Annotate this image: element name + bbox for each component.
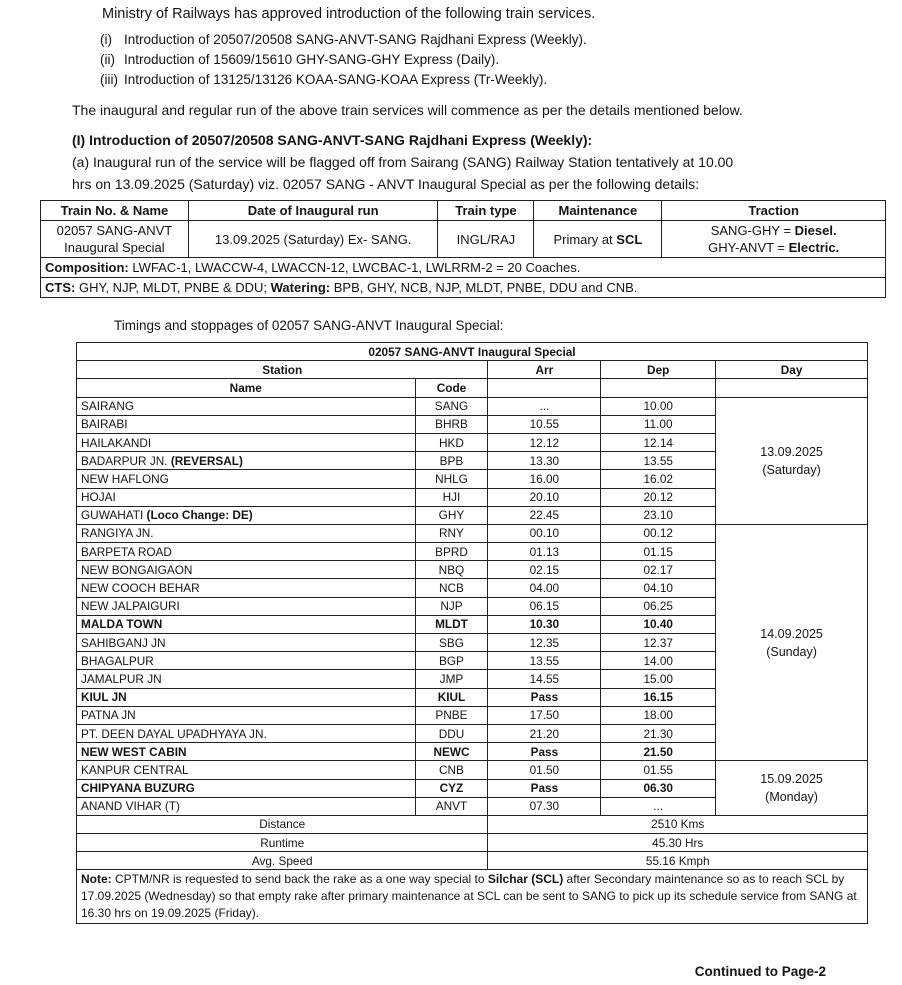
departure-time: 11.00 <box>601 415 716 433</box>
station-name <box>77 452 416 470</box>
station-code: DDU <box>415 724 488 742</box>
station-remark: (Loco Change: DE) <box>146 508 253 523</box>
train-name-line2: Inaugural Special <box>64 240 165 255</box>
arrival-time: 01.13 <box>488 543 601 561</box>
table-row <box>77 524 868 542</box>
departure-time: 10.40 <box>601 615 716 633</box>
station-code: NEWC <box>415 743 488 761</box>
station-name <box>77 561 416 579</box>
note-label: Note: <box>81 872 112 887</box>
watering-label: Watering: <box>270 280 331 295</box>
station-name-text: SAIRANG <box>81 399 135 414</box>
header-day: Day <box>716 361 868 379</box>
station-name <box>77 724 416 742</box>
departure-time: 12.37 <box>601 634 716 652</box>
header-code: Code <box>415 379 488 397</box>
train-name-line1: 02057 SANG-ANVT <box>56 223 173 238</box>
timings-body <box>77 397 868 815</box>
header-day-blank <box>716 379 868 397</box>
departure-time: 01.15 <box>601 543 716 561</box>
departure-time: 16.02 <box>601 470 716 488</box>
timings-table-title: 02057 SANG-ANVT Inaugural Special <box>77 343 868 361</box>
arrival-time: 00.10 <box>488 524 601 542</box>
header-name: Name <box>77 379 416 397</box>
station-name-text: JAMALPUR JN <box>81 671 162 686</box>
table-row <box>77 761 868 779</box>
station-name-text: BARPETA ROAD <box>81 544 172 559</box>
stat-label: Runtime <box>77 834 488 852</box>
station-code: GHY <box>415 506 488 524</box>
arrival-time: 16.00 <box>488 470 601 488</box>
header-train-name: Train No. & Name <box>41 201 189 221</box>
day-date: 13.09.2025 <box>760 444 823 459</box>
station-name-text: NEW COOCH BEHAR <box>81 581 200 596</box>
header-arr: Arr <box>488 361 601 379</box>
arrival-time: 17.50 <box>488 706 601 724</box>
station-name-text: CHIPYANA BUZURG <box>81 781 195 796</box>
station-name-text: NEW JALPAIGURI <box>81 599 180 614</box>
arrival-time: 12.35 <box>488 634 601 652</box>
station-code: KIUL <box>415 688 488 706</box>
arrival-time: ... <box>488 397 601 415</box>
section-para-line1: (a) Inaugural run of the service will be flagged off from Sairang (SANG) Railway Station tentatively at 10.00 <box>72 154 734 170</box>
station-name-text: BADARPUR JN. <box>81 453 171 468</box>
traction-type-1: Diesel. <box>794 223 837 238</box>
intro-item-number: (ii) <box>100 52 115 67</box>
arrival-time: 12.12 <box>488 433 601 451</box>
station-name-text: GUWAHATI <box>81 508 147 523</box>
departure-time: 02.17 <box>601 561 716 579</box>
station-name <box>77 470 416 488</box>
note-text-continued: after Secondary maintenance so as to reach SCL by 17.09.2025 (Wednesday) so that empty rake after primary maintenance at SCL can be sent to SANG to pick up its schedule service from SANG at 16.30 hrs on 19.09.2025 (Friday). <box>81 872 857 921</box>
station-name-text: PT. DEEN DAYAL UPADHYAYA JN. <box>81 726 267 741</box>
station-name-text: BHAGALPUR <box>81 653 154 668</box>
cell-train-name <box>41 221 189 258</box>
header-train-type: Train type <box>438 201 534 221</box>
stat-value: 55.16 Kmph <box>488 852 868 870</box>
station-code: HKD <box>415 433 488 451</box>
station-name <box>77 543 416 561</box>
arrival-time: 20.10 <box>488 488 601 506</box>
station-code: NHLG <box>415 470 488 488</box>
intro-item-text: Introduction of 13125/13126 KOAA-SANG-KOAA Express (Tr-Weekly). <box>124 72 548 87</box>
arrival-time: 04.00 <box>488 579 601 597</box>
cts-value: GHY, NJP, MLDT, PNBE & DDU; <box>75 280 271 295</box>
station-code: MLDT <box>415 615 488 633</box>
note-cell <box>77 870 868 924</box>
arrival-time: 13.55 <box>488 652 601 670</box>
timings-caption: Timings and stoppages of 02057 SANG-ANVT Inaugural Special: <box>114 318 504 333</box>
intro-item-number: (iii) <box>100 72 118 87</box>
intro-item-3 <box>100 72 547 87</box>
arrival-time: 13.30 <box>488 452 601 470</box>
station-code: ANVT <box>415 797 488 815</box>
stat-value: 2510 Kms <box>488 815 868 833</box>
cts-row <box>41 278 886 298</box>
departure-time: 00.12 <box>601 524 716 542</box>
departure-time: 13.55 <box>601 452 716 470</box>
departure-time: 21.50 <box>601 743 716 761</box>
station-name <box>77 488 416 506</box>
stat-label: Distance <box>77 815 488 833</box>
day-date: 14.09.2025 <box>760 626 823 641</box>
station-name-text: MALDA TOWN <box>81 617 163 632</box>
station-name <box>77 652 416 670</box>
details-table <box>40 200 886 298</box>
departure-time: 06.25 <box>601 597 716 615</box>
continued-label: Continued to Page-2 <box>694 964 826 979</box>
station-name-text: NEW HAFLONG <box>81 471 169 486</box>
day-cell <box>716 524 868 760</box>
departure-time: ... <box>601 797 716 815</box>
composition-row <box>41 258 886 278</box>
arrival-time: 10.55 <box>488 415 601 433</box>
traction-section-1: SANG-GHY = <box>710 223 795 238</box>
station-name <box>77 579 416 597</box>
station-name-text: ANAND VIHAR (T) <box>81 799 180 814</box>
departure-time: 10.00 <box>601 397 716 415</box>
stat-label: Avg. Speed <box>77 852 488 870</box>
station-code: NJP <box>415 597 488 615</box>
header-arr-blank <box>488 379 601 397</box>
departure-time: 01.55 <box>601 761 716 779</box>
commence-paragraph: The inaugural and regular run of the above train services will commence as per the details mentioned below. <box>72 102 743 118</box>
header-traction: Traction <box>662 201 886 221</box>
maintenance-text: Primary at <box>553 231 617 247</box>
timings-table <box>76 342 868 924</box>
intro-item-text: Introduction of 15609/15610 GHY-SANG-GHY Express (Daily). <box>124 52 500 67</box>
composition-value: LWFAC-1, LWACCW-4, LWACCN-12, LWCBAC-1, LWLRRM-2 = 20 Coaches. <box>128 260 581 275</box>
station-name <box>77 706 416 724</box>
departure-time: 15.00 <box>601 670 716 688</box>
departure-time: 20.12 <box>601 488 716 506</box>
arrival-time: Pass <box>488 743 601 761</box>
station-code: BGP <box>415 652 488 670</box>
station-name <box>77 615 416 633</box>
station-name-text: NEW BONGAIGAON <box>81 562 193 577</box>
departure-time: 23.10 <box>601 506 716 524</box>
station-name <box>77 433 416 451</box>
departure-time: 04.10 <box>601 579 716 597</box>
arrival-time: 10.30 <box>488 615 601 633</box>
station-remark: (REVERSAL) <box>170 453 243 468</box>
station-name-text: SAHIBGANJ JN <box>81 635 166 650</box>
section-para-line2: hrs on 13.09.2025 (Saturday) viz. 02057 SANG - ANVT Inaugural Special as per the following details: <box>72 176 699 192</box>
intro-item-number: (i) <box>100 32 112 47</box>
station-name <box>77 397 416 415</box>
note-destination: Silchar (SCL) <box>487 872 564 887</box>
station-code: NBQ <box>415 561 488 579</box>
station-code: NCB <box>415 579 488 597</box>
intro-item-1 <box>100 32 587 47</box>
header-dep-blank <box>601 379 716 397</box>
day-cell <box>716 761 868 816</box>
watering-value: BPB, GHY, NCB, NJP, MLDT, PNBE, DDU and CNB. <box>330 280 638 295</box>
intro-heading: Ministry of Railways has approved introduction of the following train services. <box>102 6 596 22</box>
station-code: JMP <box>415 670 488 688</box>
station-code: HJI <box>415 488 488 506</box>
header-date: Date of Inaugural run <box>188 201 438 221</box>
day-date: 15.09.2025 <box>760 772 823 787</box>
traction-type-2: Electric. <box>788 240 840 255</box>
station-name-text: NEW WEST CABIN <box>81 744 187 759</box>
cell-date: 13.09.2025 (Saturday) Ex- SANG. <box>188 221 438 258</box>
station-name <box>77 415 416 433</box>
departure-time: 16.15 <box>601 688 716 706</box>
station-name-text: PATNA JN <box>81 708 136 723</box>
station-name-text: RANGIYA JN. <box>81 526 154 541</box>
station-name <box>77 743 416 761</box>
departure-time: 18.00 <box>601 706 716 724</box>
station-code: SBG <box>415 634 488 652</box>
departure-time: 06.30 <box>601 779 716 797</box>
station-code: RNY <box>415 524 488 542</box>
departure-time: 21.30 <box>601 724 716 742</box>
station-code: PNBE <box>415 706 488 724</box>
arrival-time: Pass <box>488 688 601 706</box>
arrival-time: 02.15 <box>488 561 601 579</box>
day-weekday: (Sunday) <box>766 644 817 659</box>
arrival-time: 01.50 <box>488 761 601 779</box>
table-row <box>77 397 868 415</box>
station-name <box>77 688 416 706</box>
station-name <box>77 670 416 688</box>
day-weekday: (Saturday) <box>762 462 821 477</box>
station-code: CYZ <box>415 779 488 797</box>
station-code: BHRB <box>415 415 488 433</box>
cts-label: CTS: <box>45 280 76 295</box>
intro-item-text: Introduction of 20507/20508 SANG-ANVT-SANG Rajdhani Express (Weekly). <box>124 32 587 47</box>
header-station: Station <box>77 361 488 379</box>
station-name <box>77 524 416 542</box>
header-dep: Dep <box>601 361 716 379</box>
cell-traction <box>662 221 886 258</box>
station-name <box>77 797 416 815</box>
intro-item-2 <box>100 52 499 67</box>
stat-value: 45.30 Hrs <box>488 834 868 852</box>
arrival-time: Pass <box>488 779 601 797</box>
station-name <box>77 506 416 524</box>
station-code: BPRD <box>415 543 488 561</box>
section-title: (I) Introduction of 20507/20508 SANG-ANVT-SANG Rajdhani Express (Weekly): <box>72 132 593 148</box>
maintenance-location: SCL <box>616 231 643 247</box>
arrival-time: 07.30 <box>488 797 601 815</box>
station-name-text: KIUL JN <box>81 690 127 705</box>
station-code: BPB <box>415 452 488 470</box>
header-maintenance: Maintenance <box>534 201 662 221</box>
station-name-text: HOJAI <box>81 490 116 505</box>
departure-time: 14.00 <box>601 652 716 670</box>
station-code: SANG <box>415 397 488 415</box>
station-name <box>77 634 416 652</box>
station-name-text: HAILAKANDI <box>81 435 152 450</box>
day-weekday: (Monday) <box>765 790 818 805</box>
arrival-time: 14.55 <box>488 670 601 688</box>
cell-maintenance <box>534 221 662 258</box>
arrival-time: 22.45 <box>488 506 601 524</box>
arrival-time: 06.15 <box>488 597 601 615</box>
note-text: CPTM/NR is requested to send back the rake as a one way special to <box>111 872 488 887</box>
station-code: CNB <box>415 761 488 779</box>
arrival-time: 21.20 <box>488 724 601 742</box>
station-name <box>77 597 416 615</box>
traction-section-2: GHY-ANVT = <box>708 240 789 255</box>
station-name <box>77 779 416 797</box>
day-cell <box>716 397 868 524</box>
departure-time: 12.14 <box>601 433 716 451</box>
cell-train-type: INGL/RAJ <box>438 221 534 258</box>
composition-label: Composition: <box>45 260 129 275</box>
station-name <box>77 761 416 779</box>
station-name-text: KANPUR CENTRAL <box>81 762 189 777</box>
station-name-text: BAIRABI <box>81 417 128 432</box>
